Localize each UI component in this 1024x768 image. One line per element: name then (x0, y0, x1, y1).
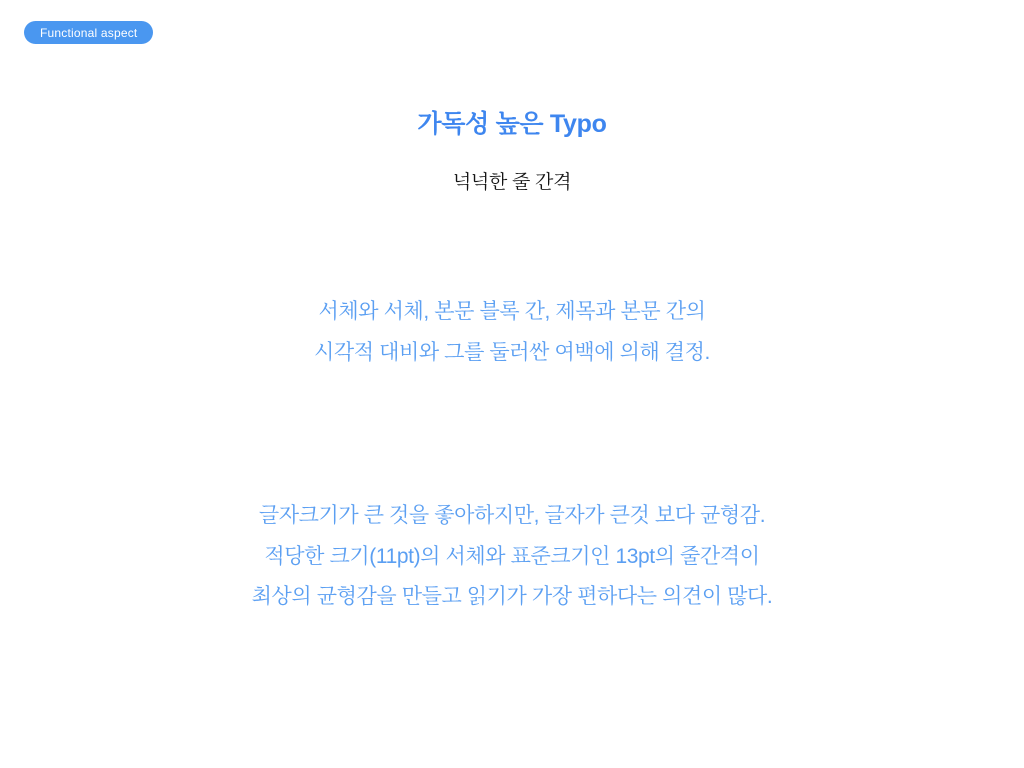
paragraph-line: 글자크기가 큰 것을 좋아하지만, 글자가 큰것 보다 균형감. (258, 504, 766, 527)
badge-label: Functional aspect (40, 25, 138, 40)
paragraph-line-spacing-definition (0, 292, 1024, 373)
paragraph-line: 최상의 균형감을 만들고 읽기가 가장 편하다는 의견이 많다. (251, 585, 773, 608)
slide-subtitle: 넉넉한 줄 간격 (452, 172, 572, 193)
slide-title: 가독성 높은 Typo (417, 110, 607, 138)
functional-aspect-badge (24, 21, 153, 44)
paragraph-line: 서체와 서체, 본문 블록 간, 제목과 본문 간의 (318, 300, 706, 323)
paragraph-line: 적당한 크기(11pt)의 서체와 표준크기인 13pt의 줄간격이 (264, 544, 760, 568)
paragraph-size-balance-opinion (0, 496, 1024, 618)
paragraph-line: 시각적 대비와 그를 둘러싼 여백에 의해 결정. (314, 340, 710, 364)
